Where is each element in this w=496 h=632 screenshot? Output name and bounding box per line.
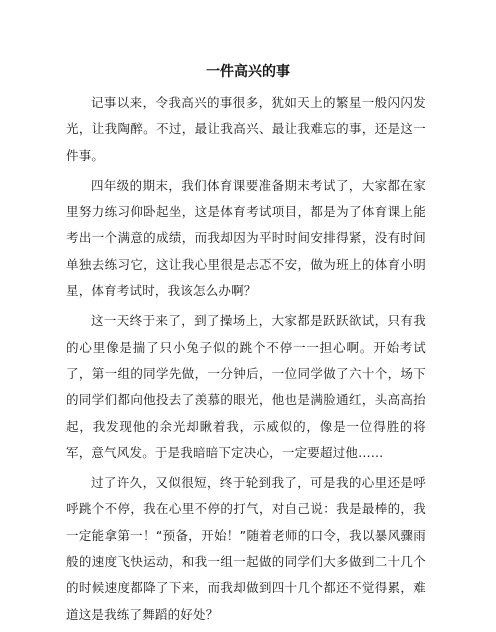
paragraph-4: 过了许久，又似很短，终于轮到我了，可是我的心里还是呼呼跳个不停，我在心里不停的打气，对自己说：我是最棒的，我一定能拿第一！“预备，开始！”随着老师的口令，我以暴风骤雨般的速度飞快运动，和我一组一起做的同学们大多做到二十几个的时候速度都降了下来，而我却做到四十几个都还不觉得累，难道这是我练了舞蹈的好处？ [66,475,426,622]
paragraph-2: 四年级的期末，我们体育课要准备期末考试了，大家都在家里努力练习仰卧起坐，这是体育考试项目，都是为了体育课上能考出一个满意的成绩，而我却因为平时时间安排得紧，没有时间单独去练习它，这让我心里很是忐忑不安，做为班上的体育小明星，体育考试时，我该怎么办啊？ [66,177,426,299]
document-body [66,90,426,632]
paragraph-3: 这一天终于来了，到了操场上，大家都是跃跃欲试，只有我的心里像是揣了只小兔子似的跳个不停一一担心啊。开始考试了，第一组的同学先做，一分钟后，一位同学做了六十个，场下的同学们都向他投去了羡慕的眼光，他也是满脸通红，头高高抬起，我发现他的余光却瞅着我，示威似的，像是一位得胜的将军，意气风发。于是我暗暗下定决心，一定要超过他…… [66,313,426,460]
document-title: 一件高兴的事 [206,64,290,80]
paragraph-1: 记事以来，令我高兴的事很多，犹如天上的繁星一般闪闪发光，让我陶醉。不过，最让我高兴、最让我难忘的事，还是这一件事。 [66,95,426,163]
